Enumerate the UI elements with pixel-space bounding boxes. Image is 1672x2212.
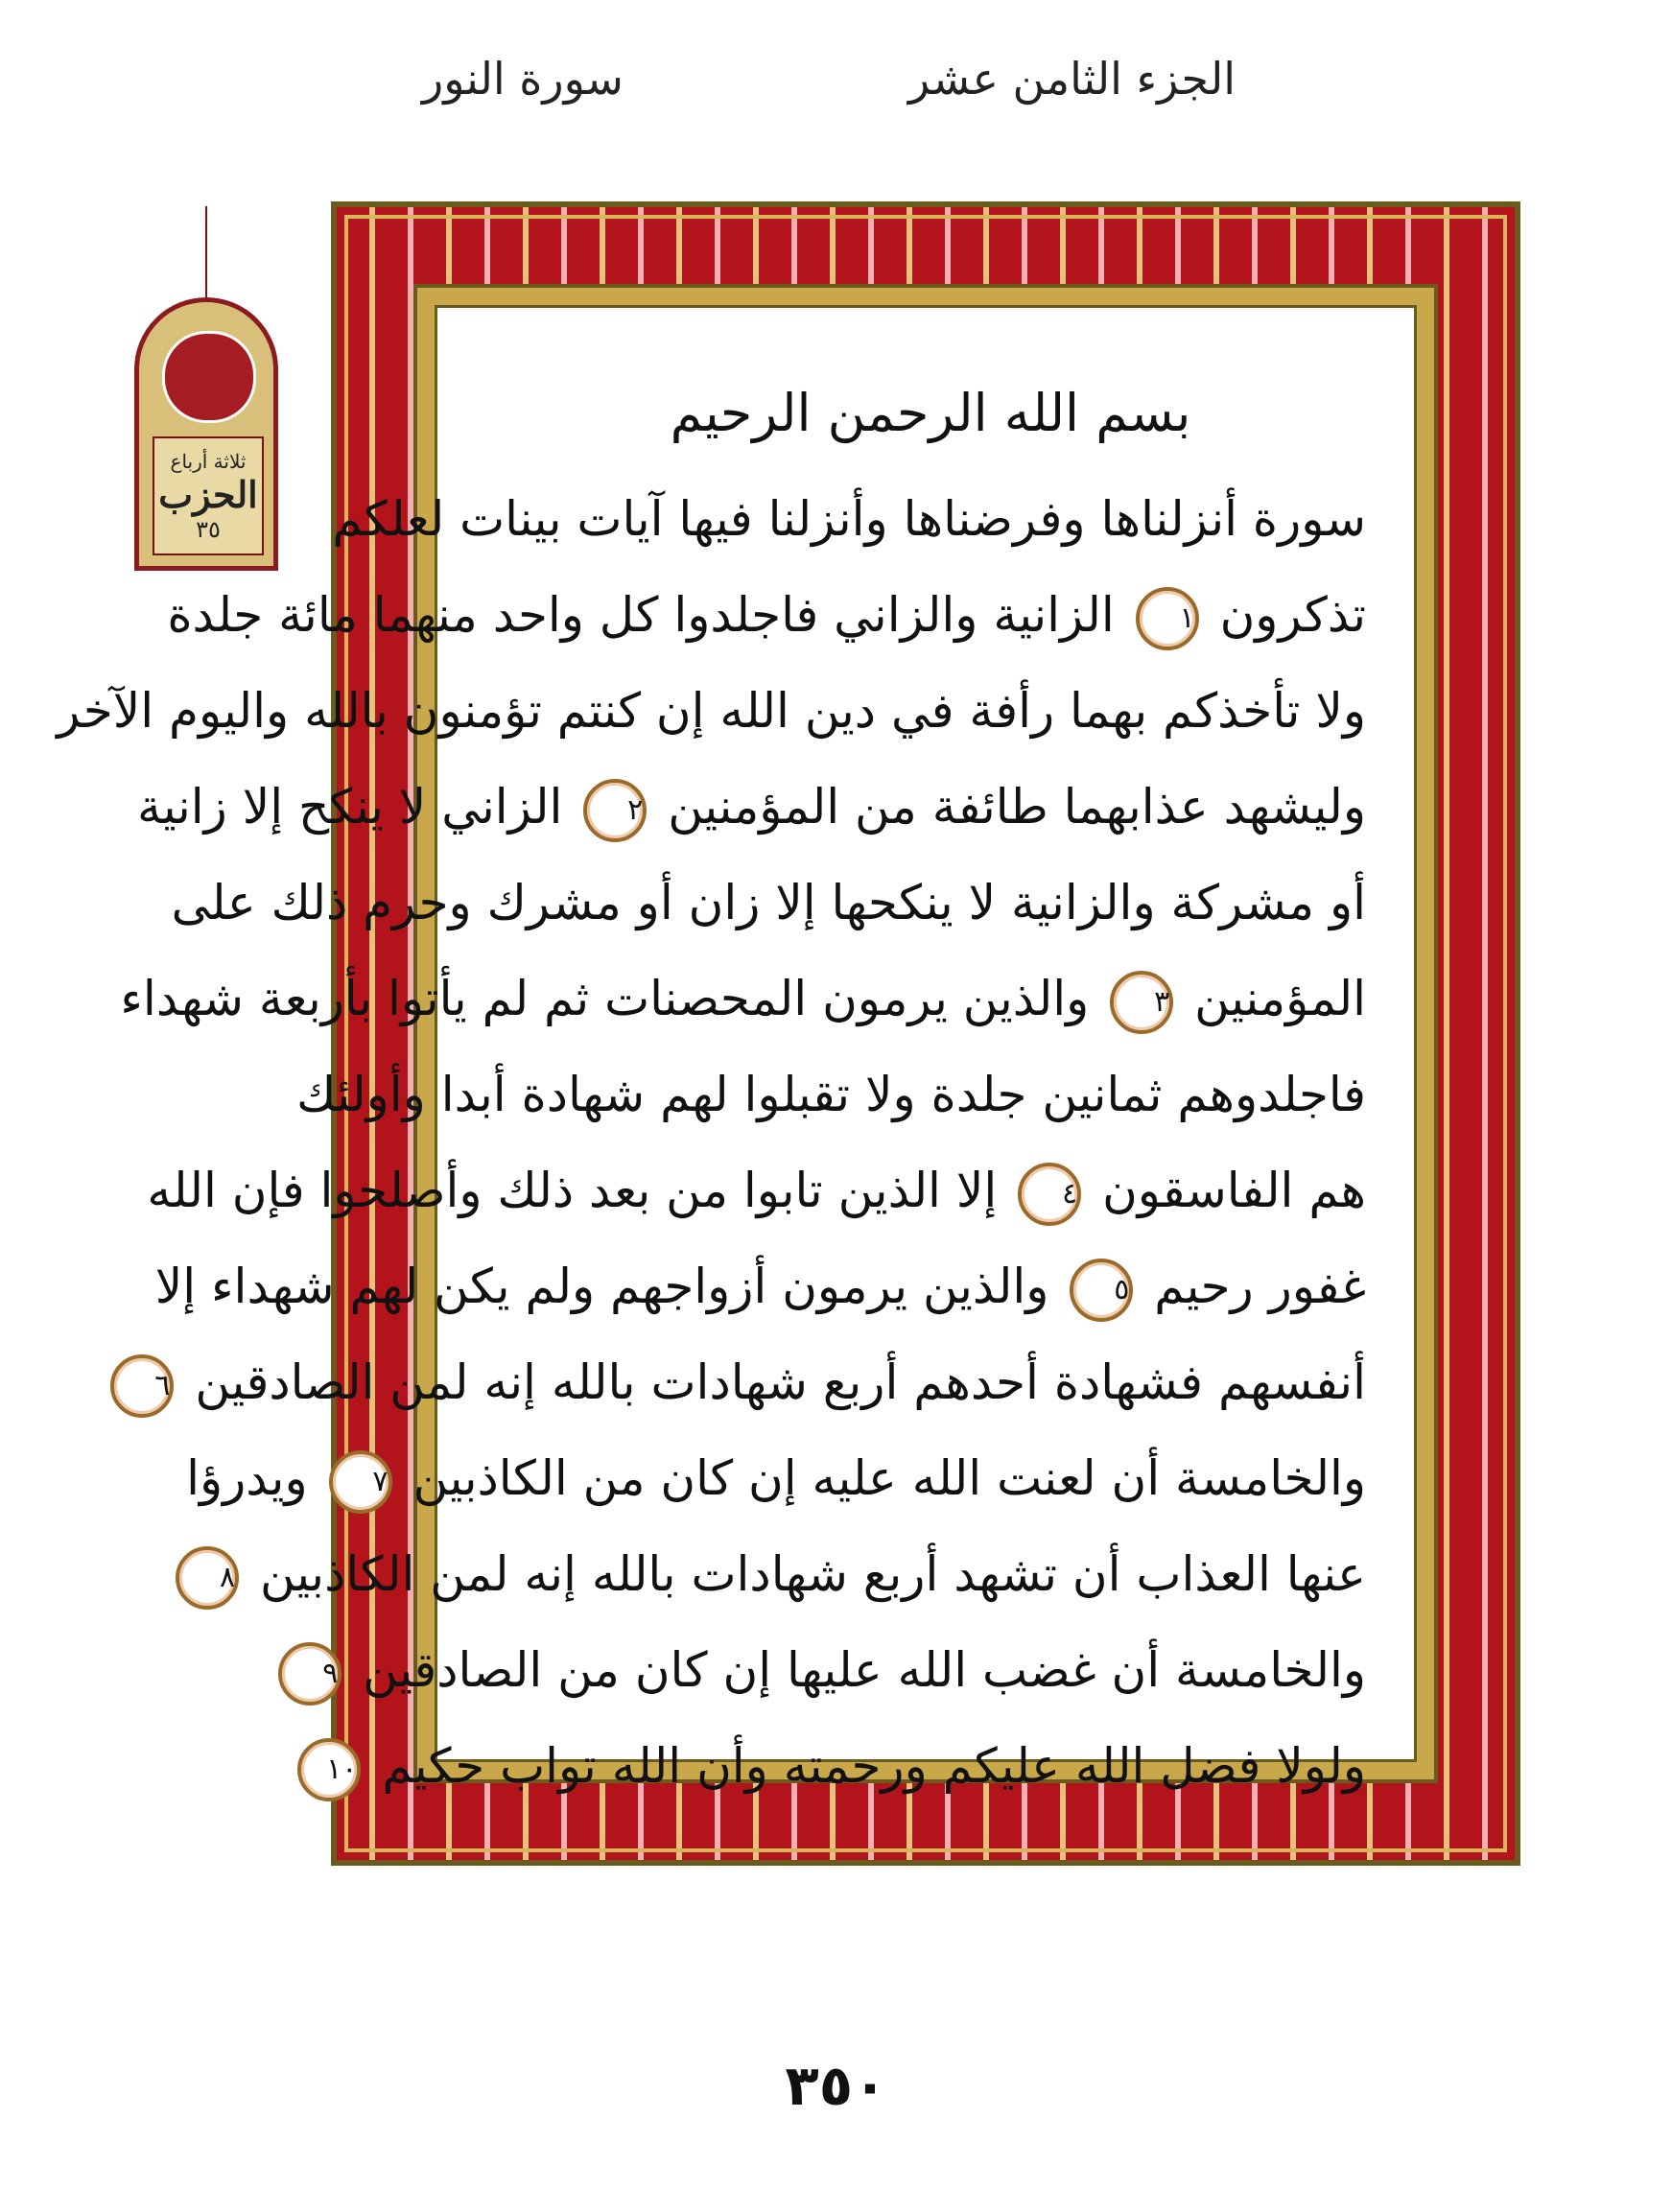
verse-text: والذين يرمون المحصنات ثم لم يأتوا بأربعة شهداء	[120, 971, 1090, 1026]
hizb-ornament-icon	[162, 331, 256, 423]
verse-line	[296, 1047, 1366, 1142]
hizb-marker	[134, 206, 278, 571]
verse-line	[322, 1622, 1366, 1718]
verse-text: عنها العذاب أن تشهد أربع شهادات بالله إنه لمن الكاذبين	[260, 1546, 1366, 1602]
verse-text: ولولا فضل الله عليكم ورحمته وأن الله تواب حكيم	[382, 1738, 1366, 1794]
verse-line	[186, 1430, 1366, 1526]
verse-text: ولا تأخذكم بهما رأفة في دين الله إن كنتم تؤمنون بالله واليوم الآخر	[57, 683, 1366, 739]
ayah-number-marker: ٢	[583, 779, 647, 842]
ayah-number-marker: ٥	[1070, 1259, 1133, 1322]
ayah-number-marker: ٦	[110, 1354, 174, 1418]
hizb-label-box	[153, 436, 264, 555]
basmala: بسم الله الرحمن الرحيم	[670, 383, 1191, 443]
verse-line	[171, 855, 1366, 951]
verse-text: والخامسة أن غضب الله عليها إن كان من الصادقين	[363, 1642, 1366, 1698]
verse-text: وليشهد عذابهما طائفة من المؤمنين	[668, 779, 1366, 835]
hizb-label: الحزب	[158, 473, 258, 516]
verse-text: تذكرون	[1219, 587, 1366, 643]
hizb-marker-frame	[134, 297, 278, 571]
verse-line	[154, 1238, 1366, 1334]
verse-text: الزانية والزاني فاجلدوا كل واحد منهما مائة جلدة	[167, 587, 1115, 643]
verse-line	[220, 1526, 1366, 1622]
hizb-marker-stem	[205, 206, 207, 297]
verse-line	[326, 1718, 1366, 1814]
hizb-number: ٣٥	[196, 516, 221, 543]
ayah-number-marker: ١٠	[297, 1738, 361, 1801]
verse-line	[57, 663, 1366, 759]
verse-text: أو مشركة والزانية لا ينكحها إلا زان أو مشرك وحرم ذلك على	[171, 875, 1366, 930]
verse-line	[167, 567, 1366, 663]
verse-text: الزاني لا ينكح إلا زانية	[136, 779, 563, 835]
verse-line	[332, 471, 1366, 567]
ayah-number-marker: ٨	[176, 1546, 239, 1610]
ayah-number-marker: ١	[1136, 587, 1199, 650]
verse-line	[154, 1334, 1366, 1430]
verse-text: ويدرؤا	[186, 1450, 308, 1506]
page-number: ٣٥٠	[785, 2053, 887, 2118]
hizb-quarter-label: ثلاثة أرباع	[170, 450, 247, 473]
verse-line	[120, 951, 1366, 1047]
verse-text: أنفسهم فشهادة أحدهم أربع شهادات بالله إنه لمن الصادقين	[195, 1354, 1366, 1410]
verse-text: غفور رحيم	[1154, 1259, 1366, 1314]
verse-text: والخامسة أن لعنت الله عليه إن كان من الكاذبين	[412, 1450, 1366, 1506]
verse-text: سورة أنزلناها وفرضناها وأنزلنا فيها آيات بينات لعلكم	[332, 491, 1366, 547]
verse-text: فاجلدوهم ثمانين جلدة ولا تقبلوا لهم شهادة أبدا وأولئك	[296, 1067, 1366, 1122]
verse-line	[147, 1142, 1366, 1238]
ayah-number-marker: ٤	[1018, 1163, 1081, 1226]
surah-title: سورة النور	[422, 53, 624, 105]
ayah-number-marker: ٧	[329, 1450, 392, 1514]
ayah-number-marker: ٩	[278, 1642, 341, 1706]
verse-text: والذين يرمون أزواجهم ولم يكن لهم شهداء إلا	[154, 1259, 1049, 1314]
ayah-number-marker: ٣	[1110, 971, 1173, 1034]
verse-text: هم الفاسقون	[1102, 1163, 1366, 1218]
verse-text: إلا الذين تابوا من بعد ذلك وأصلحوا فإن الله	[147, 1163, 998, 1218]
verse-line	[136, 759, 1366, 855]
verse-text: المؤمنين	[1194, 971, 1366, 1026]
juz-title: الجزء الثامن عشر	[908, 53, 1236, 105]
